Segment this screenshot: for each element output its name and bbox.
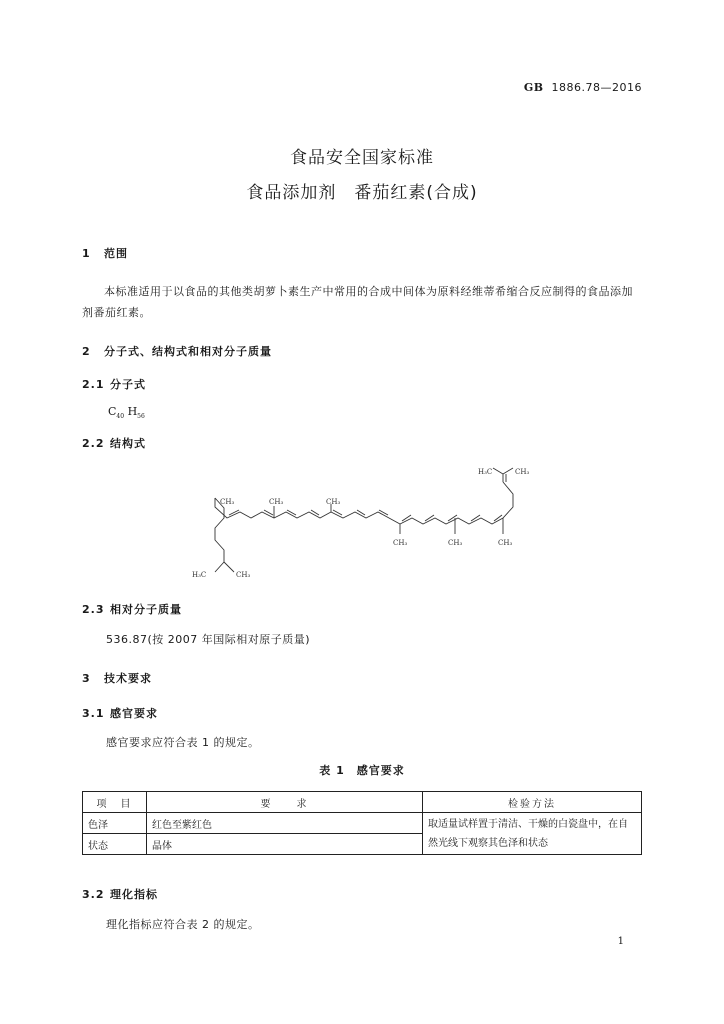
ch3-label: CH₃ <box>393 539 408 547</box>
standard-number: GB 1886.78—2016 <box>523 81 642 94</box>
table-cell-item: 状态 <box>83 834 147 855</box>
ch3-label: CH₃ <box>515 468 530 476</box>
table-cell-item: 色泽 <box>83 813 147 834</box>
table-cell-method: 取适量试样置于清洁、干燥的白瓷盘中，在自然光线下观察其色泽和状态 <box>423 813 642 855</box>
table-row <box>83 813 642 834</box>
table-1-caption: 表 1 感官要求 <box>319 764 405 777</box>
section-3-2-heading: 3.2 理化指标 <box>82 888 158 901</box>
ch3-label: CH₃ <box>269 498 284 506</box>
section-3-heading: 3 技术要求 <box>82 672 152 685</box>
section-3-2-body: 理化指标应符合表 2 的规定。 <box>106 918 260 931</box>
ch3-label: CH₃ <box>220 498 235 506</box>
table-header-requirement: 要 求 <box>147 792 423 813</box>
section-1-heading: 1 范围 <box>82 247 128 260</box>
page-number: 1 <box>617 936 624 947</box>
table-cell-requirement: 晶体 <box>147 834 423 855</box>
document-title: 食品安全国家标准 <box>290 148 434 168</box>
table-1-sensory-requirements <box>82 791 642 855</box>
section-2-heading: 2 分子式、结构式和相对分子质量 <box>82 345 272 358</box>
section-1-body: 本标准适用于以食品的其他类胡萝卜素生产中常用的合成中间体为原料经维蒂希缩合反应制得的食品添加剂番茄红素。 <box>82 285 633 319</box>
section-3-1-body: 感官要求应符合表 1 的规定。 <box>106 736 260 749</box>
document-subtitle: 食品添加剂 番茄红素(合成) <box>246 183 478 203</box>
molecular-mass-value: 536.87(按 2007 年国际相对原子质量) <box>106 633 311 646</box>
table-header-row <box>83 792 642 813</box>
table-header-method: 检验方法 <box>423 792 642 813</box>
ch3-label: CH₃ <box>326 498 341 506</box>
molecular-formula: $C_{40}$ $H_{56}$ <box>108 405 145 421</box>
section-2-1-heading: 2.1 分子式 <box>82 378 146 391</box>
ch3-label: CH₃ <box>236 571 251 579</box>
section-2-3-heading: 2.3 相对分子质量 <box>82 603 182 616</box>
lycopene-structure-diagram <box>180 462 560 582</box>
table-cell-requirement: 红色至紫红色 <box>147 813 423 834</box>
h3c-label: H₃C <box>192 571 207 579</box>
ch3-label: CH₃ <box>448 539 463 547</box>
section-3-1-heading: 3.1 感官要求 <box>82 707 158 720</box>
h3c-label: H₃C <box>478 468 493 476</box>
table-header-item: 项 目 <box>83 792 147 813</box>
ch3-label: CH₃ <box>498 539 513 547</box>
section-2-2-heading: 2.2 结构式 <box>82 437 146 450</box>
